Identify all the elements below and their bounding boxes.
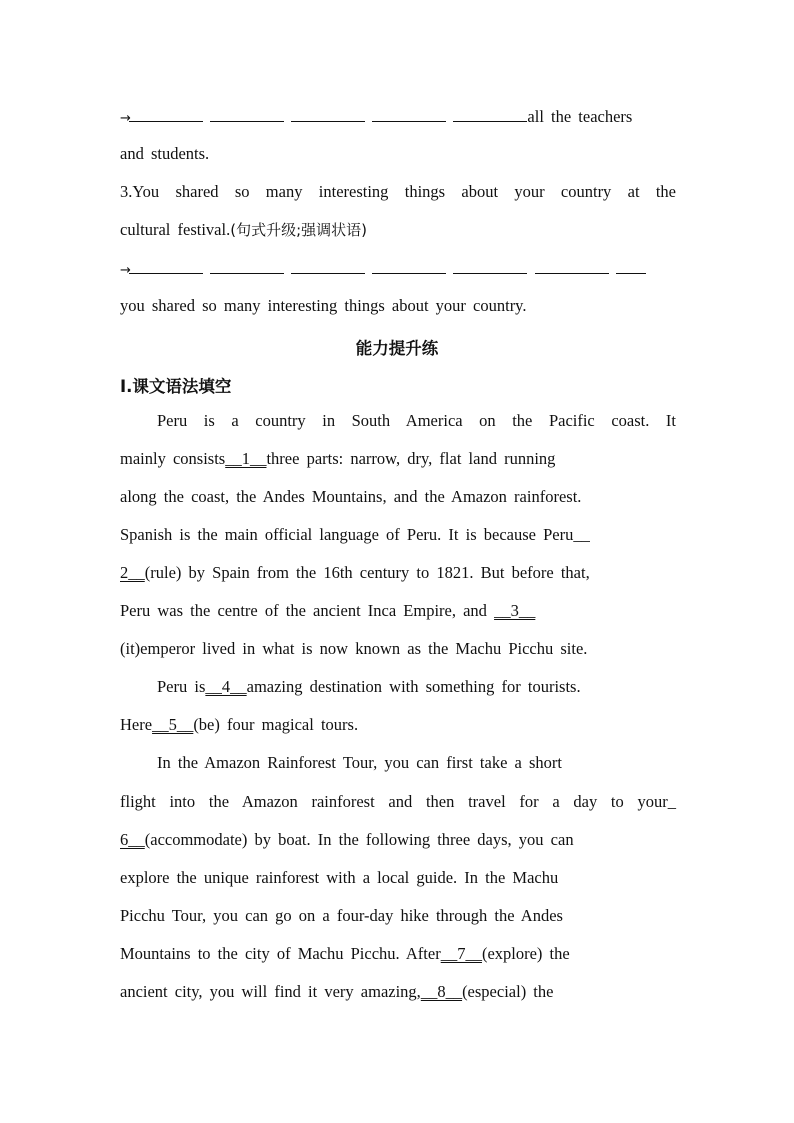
passage-text: Here <box>120 715 153 734</box>
passage-line <box>120 601 676 621</box>
section-heading: 能力提升练 <box>355 339 439 358</box>
answer-tail: all the teachers <box>527 107 633 126</box>
answer-blank[interactable] <box>616 258 646 274</box>
item-3-text: cultural festival. <box>120 220 231 239</box>
rewrite-answer-line-3 <box>120 258 676 281</box>
answer-continuation: and students. <box>120 144 210 163</box>
blank-8[interactable]: __8__ <box>420 982 463 1001</box>
answer-blank[interactable] <box>129 258 203 274</box>
answer-blank[interactable] <box>372 106 446 122</box>
passage-text: Peru is <box>157 677 206 696</box>
passage-text: three parts: narrow, dry, flat land running <box>266 449 556 468</box>
passage-text: (accommodate) by boat. In the following three days, you can <box>144 830 574 849</box>
passage-line <box>120 982 676 1002</box>
passage-text: (rule) by Spain from the 16th century to 1821. But before that, <box>144 563 590 582</box>
blank-4[interactable]: __4__ <box>205 677 247 696</box>
passage-text: (explore) the <box>481 944 570 963</box>
arrow-icon: → <box>120 111 129 126</box>
passage-line <box>120 563 676 583</box>
passage-text: mainly consists <box>120 449 226 468</box>
blank-3[interactable]: __3__ <box>494 601 536 620</box>
blank-7[interactable]: __7__ <box>440 944 482 963</box>
answer-blank[interactable] <box>291 258 365 274</box>
passage-line <box>120 677 676 697</box>
passage-line <box>120 944 676 964</box>
section-title: Ⅰ.课文语法填空 <box>120 377 232 396</box>
passage-text: ancient city, you will find it very amazing, <box>120 982 421 1001</box>
blank-2[interactable]: 2__ <box>120 563 145 582</box>
passage-text: Spanish is the main official language of Peru. It is because Peru <box>120 525 574 544</box>
passage-line: Peru is a country in South America on the Pacific coast. It <box>157 411 676 430</box>
blank-2-start[interactable]: __ <box>573 525 590 544</box>
blank-5[interactable]: __5__ <box>152 715 194 734</box>
passage-text: Mountains to the city of Machu Picchu. After <box>120 944 441 963</box>
item-3-prompt: 3.You shared so many interesting things about your country at the <box>120 182 676 201</box>
item-3-answer-tail: you shared so many interesting things about your country. <box>120 296 527 315</box>
blank-6[interactable]: 6__ <box>120 830 145 849</box>
answer-blank[interactable] <box>453 106 527 122</box>
passage-line <box>120 449 676 469</box>
passage-text: (especial) the <box>462 982 554 1001</box>
answer-blank[interactable] <box>372 258 446 274</box>
passage-line: (it)emperor lived in what is now known as the Machu Picchu site. <box>120 639 588 658</box>
item-3-prompt-cont <box>120 220 676 240</box>
passage-line: explore the unique rainforest with a local guide. In the Machu <box>120 868 559 887</box>
passage-line: along the coast, the Andes Mountains, and the Amazon rainforest. <box>120 487 582 506</box>
blank-1[interactable]: __1__ <box>225 449 267 468</box>
passage-line: flight into the Amazon rainforest and then travel for a day to your_ <box>120 792 676 811</box>
passage-line <box>120 525 676 545</box>
passage-text: amazing destination with something for tourists. <box>246 677 581 696</box>
answer-blank[interactable] <box>535 258 609 274</box>
answer-blank[interactable] <box>291 106 365 122</box>
rewrite-answer-line-2 <box>120 106 676 129</box>
answer-blank[interactable] <box>453 258 527 274</box>
passage-text: (be) four magical tours. <box>193 715 359 734</box>
item-3-hint: (句式升级;强调状语) <box>230 221 367 239</box>
answer-blank[interactable] <box>210 258 284 274</box>
arrow-icon: → <box>120 263 129 278</box>
passage-line: Picchu Tour, you can go on a four-day hike through the Andes <box>120 906 563 925</box>
passage-line: In the Amazon Rainforest Tour, you can first take a short <box>157 753 562 772</box>
answer-blank[interactable] <box>210 106 284 122</box>
passage-line <box>120 830 676 850</box>
passage-text: Peru was the centre of the ancient Inca Empire, and <box>120 601 487 620</box>
answer-blank[interactable] <box>129 106 203 122</box>
passage-line <box>120 715 676 735</box>
